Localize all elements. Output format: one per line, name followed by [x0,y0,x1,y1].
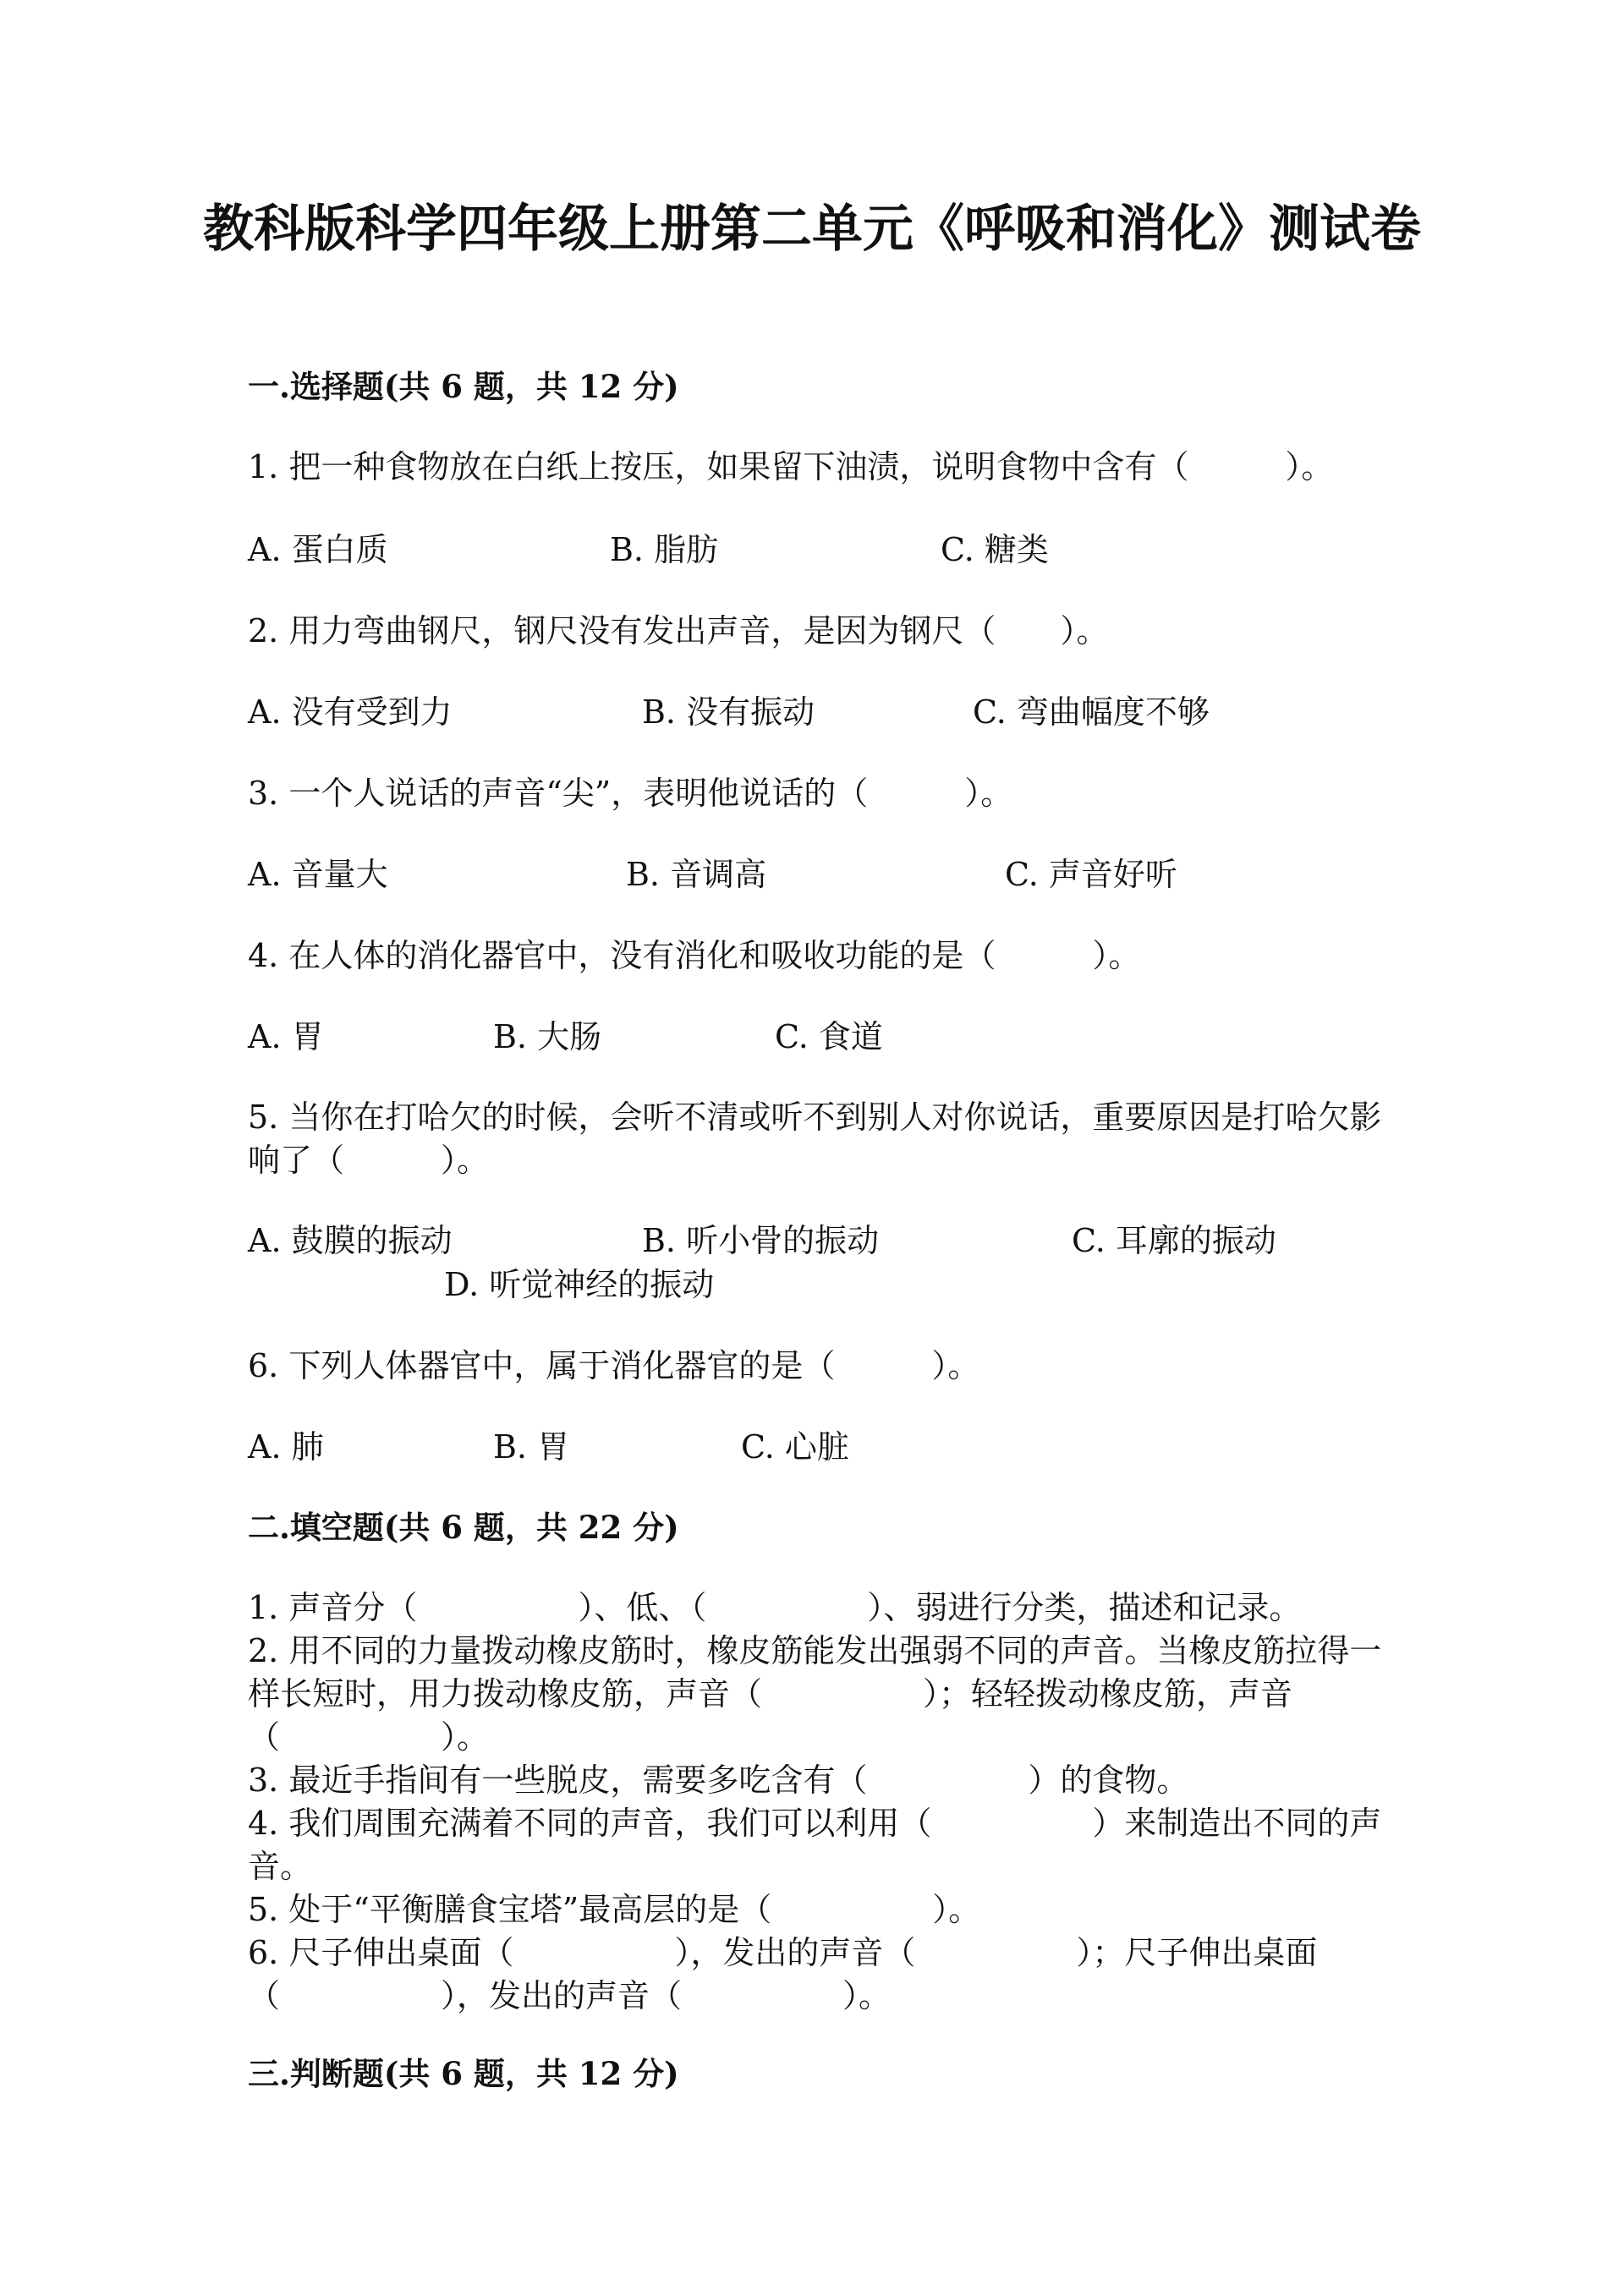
choice-question-2: 2. 用力弯曲钢尺，钢尺没有发出声音，是因为钢尺（ ）。 [248,612,1109,649]
choice-question-1: 1. 把一种食物放在白纸上按压，如果留下油渍，说明食物中含有（ ）。 [248,448,1334,485]
option-b: B. 胃 [493,1428,570,1466]
option-b: B. 大肠 [493,1018,602,1055]
choice-question-3: 3. 一个人说话的声音“尖”，表明他说话的（ ）。 [248,775,1013,812]
option-a: A. 蛋白质 [248,531,388,568]
fill-question-1: 1. 声音分（ ）、低、（ ）、弱进行分类，描述和记录。 [248,1589,1302,1626]
page-title: 教科版科学四年级上册第二单元《呼吸和消化》测试卷 [203,200,1421,259]
choice-question-6: 6. 下列人体器官中，属于消化器官的是（ ）。 [248,1347,980,1384]
option-a: A. 音量大 [248,856,388,893]
option-b: B. 听小骨的振动 [642,1222,880,1259]
choice-question-5: 5. 当你在打哈欠的时候，会听不清或听不到别人对你说话，重要原因是打哈欠影响了（ ）。 [248,1099,1382,1179]
option-c: C. 食道 [775,1018,883,1055]
section-heading-fill: 二.填空题(共 6 题，共 22 分) [248,1509,679,1546]
choice-question-4: 4. 在人体的消化器官中，没有消化和吸收功能的是（ ）。 [248,937,1141,974]
option-b: B. 脂肪 [610,531,719,568]
option-c: C. 糖类 [941,531,1049,568]
section-heading-choice: 一.选择题(共 6 题，共 12 分) [248,368,679,405]
fill-question-4: 4. 我们周围充满着不同的声音，我们可以利用（ ）来制造出不同的声音。 [248,1805,1382,1885]
option-c: C. 耳廓的振动 [1072,1222,1276,1259]
section-heading-judge: 三.判断题(共 6 题，共 12 分) [248,2055,679,2092]
fill-question-5: 5. 处于“平衡膳食宝塔”最高层的是（ ）。 [248,1891,981,1928]
fill-question-2: 2. 用不同的力量拨动橡皮筋时，橡皮筋能发出强弱不同的声音。当橡皮筋拉得一样长短时，用力拨动橡皮筋，声音（ ）；轻轻拨动橡皮筋，声音（ ）。 [248,1632,1382,1756]
option-b: B. 没有振动 [642,693,815,731]
option-a: A. 没有受到力 [248,693,453,731]
fill-question-6: 6. 尺子伸出桌面（ ），发出的声音（ ）；尺子伸出桌面（ ），发出的声音（ ）。 [248,1934,1318,2014]
option-b: B. 音调高 [626,856,767,893]
option-a: A. 肺 [248,1428,324,1466]
option-c: C. 弯曲幅度不够 [973,693,1210,731]
option-c: C. 声音好听 [1005,856,1177,893]
option-c: C. 心脏 [741,1428,849,1466]
option-d: D. 听觉神经的振动 [444,1266,715,1303]
fill-list [248,1586,1407,2018]
option-a: A. 胃 [248,1018,324,1055]
option-a: A. 鼓膜的振动 [248,1222,453,1259]
fill-question-3: 3. 最近手指间有一些脱皮，需要多吃含有（ ）的食物。 [248,1762,1189,1799]
